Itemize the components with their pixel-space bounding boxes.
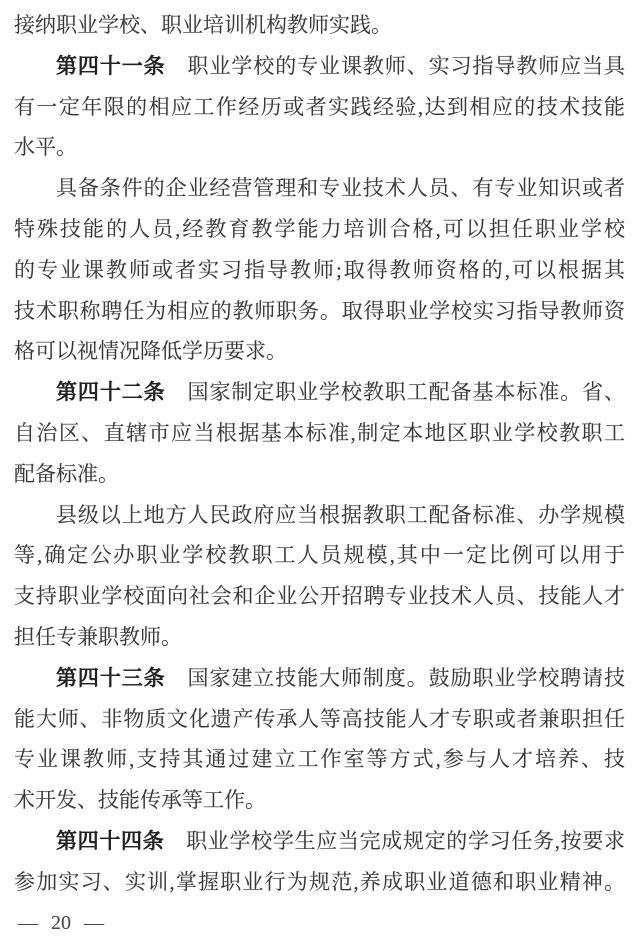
line-text: 具备条件的企业经营管理和专业技术人员、有专业知识或者 (56, 176, 625, 201)
text-line (14, 658, 625, 699)
line-text: 接纳职业学校、职业培训机构教师实践。 (14, 13, 392, 37)
text-line (14, 495, 625, 536)
article-number: 第四十一条 (56, 54, 166, 78)
text-line (14, 862, 625, 903)
line-text: 能大师、非物质文化遗产传承人等高技能人才专职或者兼职担任 (14, 706, 625, 731)
line-text: 支持职业学校面向社会和企业公开招聘专业技术人员、技能人才 (14, 584, 625, 609)
line-text: 等,确定公办职业学校教职工人员规模,其中一定比例可以用于 (14, 543, 625, 568)
text-line (14, 46, 625, 87)
article-number: 第四十三条 (56, 666, 166, 690)
line-text: 水平。 (14, 135, 77, 160)
text-line (14, 168, 625, 209)
line-text: 有一定年限的相应工作经历或者实践经验,达到相应的技术技能 (14, 94, 625, 119)
text-line (14, 576, 625, 617)
text-line (14, 209, 625, 250)
page-number-footer (18, 903, 625, 944)
text-line (14, 454, 625, 495)
text-line (14, 413, 625, 454)
text-line (14, 739, 625, 780)
line-text: 的专业课教师或者实习指导教师;取得教师资格的,可以根据其 (14, 257, 625, 282)
text-line (14, 372, 625, 413)
text-line (14, 699, 625, 740)
line-text: 术开发、技能传承等工作。 (14, 788, 266, 813)
text-line (14, 780, 625, 821)
line-text: 格可以视情况降低学历要求。 (14, 339, 287, 364)
line-text: 国家制定职业学校教职工配备基本标准。省、 (165, 380, 625, 405)
article-number: 第四十二条 (56, 381, 166, 405)
text-line (14, 331, 625, 372)
page-number: 20 (51, 911, 71, 934)
line-text: 国家建立技能大师制度。鼓励职业学校聘请技 (165, 665, 625, 690)
text-line (14, 821, 625, 862)
text-line (14, 535, 625, 576)
article-number: 第四十四条 (56, 829, 165, 853)
text-line (14, 291, 625, 332)
line-text: 自治区、直辖市应当根据基本标准,制定本地区职业学校教职工 (14, 420, 625, 445)
line-text: 职业学校的专业课教师、实习指导教师应当具 (165, 53, 625, 78)
text-line (14, 5, 625, 46)
line-text: 参加实习、实训,掌握职业行为规范,养成职业道德和职业精神。 (14, 869, 625, 894)
text-line (14, 250, 625, 291)
line-text: 特殊技能的人员,经教育教学能力培训合格,可以担任职业学校 (14, 216, 625, 241)
text-line (14, 87, 625, 128)
text-line (14, 127, 625, 168)
line-text: 职业学校学生应当完成规定的学习任务,按要求 (164, 828, 625, 853)
line-text: 配备标准。 (14, 461, 119, 486)
text-line (14, 617, 625, 658)
line-text: 担任专兼职教师。 (14, 624, 182, 649)
line-text: 专业课教师,支持其通过建立工作室等方式,参与人才培养、技 (14, 747, 625, 772)
line-text: 技术职称聘任为相应的教师职务。取得职业学校实习指导教师资 (14, 298, 625, 323)
footer-dash-right: — (84, 911, 104, 934)
line-text: 县级以上地方人民政府应当根据教职工配备标准、办学规模 (56, 502, 625, 527)
footer-dash-left: — (18, 911, 38, 934)
